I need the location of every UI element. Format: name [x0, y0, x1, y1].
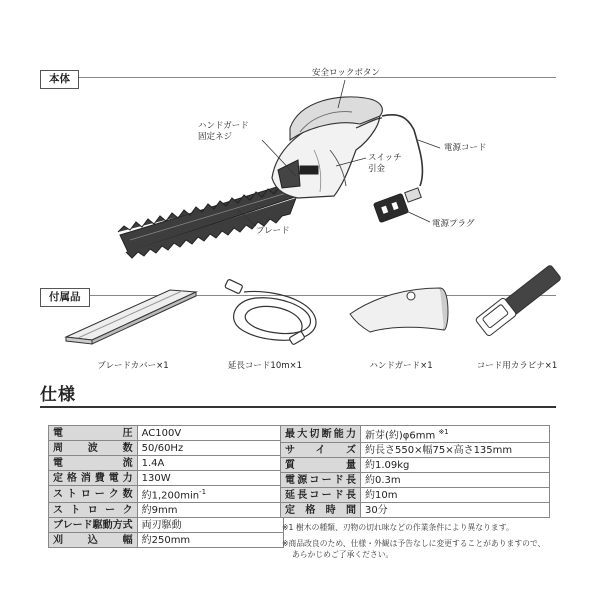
- table-row: [49, 503, 284, 518]
- table-row: [49, 441, 284, 456]
- table-row: [49, 518, 284, 533]
- spec-key: 周 波 数: [53, 442, 133, 454]
- spec-key: ブレード駆動方式: [53, 519, 133, 531]
- spec-key: ス ト ロ ー ク 数: [53, 488, 133, 500]
- power-cord-line: [382, 115, 422, 186]
- spec-key: 電 圧: [53, 427, 133, 439]
- main-unit-label: 本体: [40, 70, 79, 89]
- spec-table-right: [280, 425, 550, 518]
- spec-key: サ イ ズ: [285, 444, 356, 456]
- spec-key: 電 源 コ ー ド 長: [285, 474, 356, 486]
- spec-value: 約1.09kg: [361, 458, 550, 473]
- spec-value: 約1,200min: [141, 490, 200, 502]
- spec-value-superscript: -1: [199, 488, 207, 496]
- blade-icon: [118, 183, 298, 258]
- power-plug-icon: [373, 188, 421, 223]
- callout-safety-lock: 安全ロックボタン: [312, 68, 380, 78]
- spec-footnote-3: あらかじめご了承ください。: [292, 550, 394, 559]
- spec-value: 両刃駆動: [137, 518, 283, 533]
- callout-hand-guard-screw-line2: 固定ネジ: [198, 132, 233, 142]
- table-row: [281, 443, 550, 458]
- spec-title-rule: [40, 406, 556, 408]
- accessory-label-hand-guard: ハンドガード×1: [369, 361, 433, 371]
- callout-power-plug: 電源プラグ: [432, 219, 475, 229]
- spec-value: 50/60Hz: [137, 441, 283, 456]
- spec-key: 質 量: [285, 459, 356, 471]
- spec-title: 仕様: [40, 385, 76, 405]
- spec-note-ref: ※1: [438, 428, 449, 436]
- spec-footnote-1: ※1 樹木の種類、刃物の切れ味などの作業条件により異なります。: [282, 523, 514, 532]
- accessory-label-extension-cord: 延長コード10m×1: [227, 361, 303, 371]
- spec-value: 約250mm: [137, 533, 283, 548]
- spec-key: 延 長 コ ー ド 長: [285, 489, 356, 501]
- blade-cover-illustration: [66, 290, 196, 344]
- spec-key: 最 大 切 断 能 力: [285, 428, 356, 440]
- spec-key: 定 格 時 間: [285, 504, 356, 516]
- extension-cord-illustration: [225, 279, 316, 345]
- callout-switch-line1: スイッチ: [368, 153, 402, 163]
- spec-key: 刈 込 幅: [53, 534, 133, 546]
- spec-value: 約10m: [361, 488, 550, 503]
- table-row: [281, 503, 550, 518]
- table-row: [49, 456, 284, 471]
- table-row: [281, 488, 550, 503]
- spec-key: 定 格 消 費 電 力: [53, 472, 133, 484]
- callout-blade: ブレード: [256, 226, 290, 236]
- hand-guard-illustration: [350, 288, 448, 332]
- table-row: [49, 471, 284, 486]
- table-row: [49, 533, 284, 548]
- callout-power-cord: 電源コード: [444, 143, 487, 153]
- accessories-label: 付属品: [40, 288, 90, 307]
- spec-value: 1.4A: [137, 456, 283, 471]
- carabiner-illustration: [475, 265, 561, 337]
- spec-value: 新芽(約)φ6mm: [365, 430, 436, 442]
- spec-footnote-2: ※商品改良のため、仕様・外観は予告なしに変更することがありますので、: [282, 539, 546, 548]
- accessory-label-blade-cover: ブレードカバー×1: [97, 361, 169, 371]
- spec-table-left: [48, 425, 284, 548]
- spec-value: 約0.3m: [361, 473, 550, 488]
- spec-key: 電 流: [53, 457, 133, 469]
- accessory-label-carabiner: コード用カラビナ×1: [476, 361, 558, 371]
- callout-hand-guard-screw-line1: ハンドガード: [198, 121, 249, 131]
- spec-value: 約長さ550×幅75×高さ135mm: [361, 443, 550, 458]
- spec-key: ス ト ロ ー ク: [53, 504, 133, 516]
- spec-value: 約9mm: [137, 503, 283, 518]
- table-row: [49, 486, 284, 503]
- table-row: [49, 426, 284, 441]
- spec-value: 30分: [361, 503, 550, 518]
- spec-value: 130W: [137, 471, 283, 486]
- table-row: [281, 426, 550, 443]
- callout-switch-line2: 引金: [368, 164, 386, 174]
- table-row: [281, 458, 550, 473]
- spec-value: AC100V: [137, 426, 283, 441]
- table-row: [281, 473, 550, 488]
